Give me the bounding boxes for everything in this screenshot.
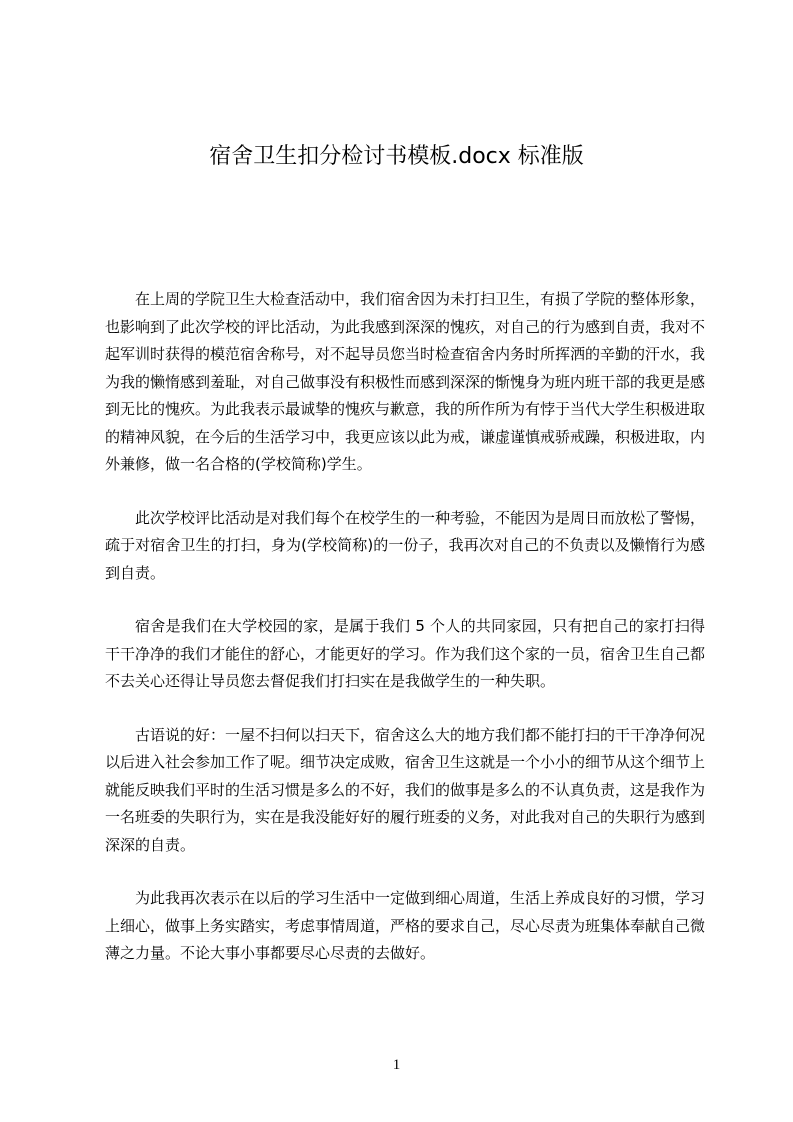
document-title: 宿舍卫生扣分检讨书模板.docx 标准版 <box>209 144 584 169</box>
paragraph-3: 宿舍是我们在大学校园的家，是属于我们 5 个人的共同家园，只有把自己的家打扫得干干净净的我们才能住的舒心，才能更好的学习。作为我们这个家的一员，宿舍卫生自己都不去关心还得让导员您去督促我们打扫实在是我做学生的一种失职。 <box>105 617 706 690</box>
paragraph-2: 此次学校评比活动是对我们每个在校学生的一种考验，不能因为是周日而放松了警惕，疏于对宿舍卫生的打扫，身为(学校简称)的一份子，我再次对自己的不负责以及懒惰行为感到自责。 <box>105 508 706 582</box>
paragraph-5: 为此我再次表示在以后的学习生活中一定做到细心周道，生活上养成良好的习惯，学习上细心，做事上务实踏实，考虑事情周道，严格的要求自己，尽心尽责为班集体奉献自己微薄之力量。不论大事小事都要尽心尽责的去做好。 <box>105 889 706 962</box>
paragraph-1: 在上周的学院卫生大检查活动中，我们宿舍因为未打扫卫生，有损了学院的整体形象，也影响到了此次学校的评比活动，为此我感到深深的愧疚，对自己的行为感到自责，我对不起军训时获得的模范宿舍称号，对不起导员您当时检查宿舍内务时所挥洒的辛勤的汗水，我为我的懒惰感到羞耻，对自己做事没有积极性而感到深深的惭愧身为班内班干部的我更是感到无比的愧疚。为此我表示最诚挚的愧疚与歉意，我的所作所为有悖于当代大学生积极进取的精神风貌，在今后的生活学习中，我更应该以此为戒，谦虚谨慎戒骄戒躁，积极进取，内外兼修，做一名合格的(学校简称)学生。 <box>105 290 706 473</box>
document-body <box>105 286 705 994</box>
page-number: 1 <box>392 1057 401 1073</box>
paragraph-4: 古语说的好：一屋不扫何以扫天下，宿舍这么大的地方我们都不能打扫的干干净净何况以后进入社会参加工作了呢。细节决定成败，宿舍卫生这就是一个小小的细节从这个细节上就能反映我们平时的生活习惯是多么的不好，我们的做事是多么的不认真负责，这是我作为一名班委的失职行为，实在是我没能好好的履行班委的义务，对此我对自己的失职行为感到深深的自责。 <box>105 725 706 854</box>
